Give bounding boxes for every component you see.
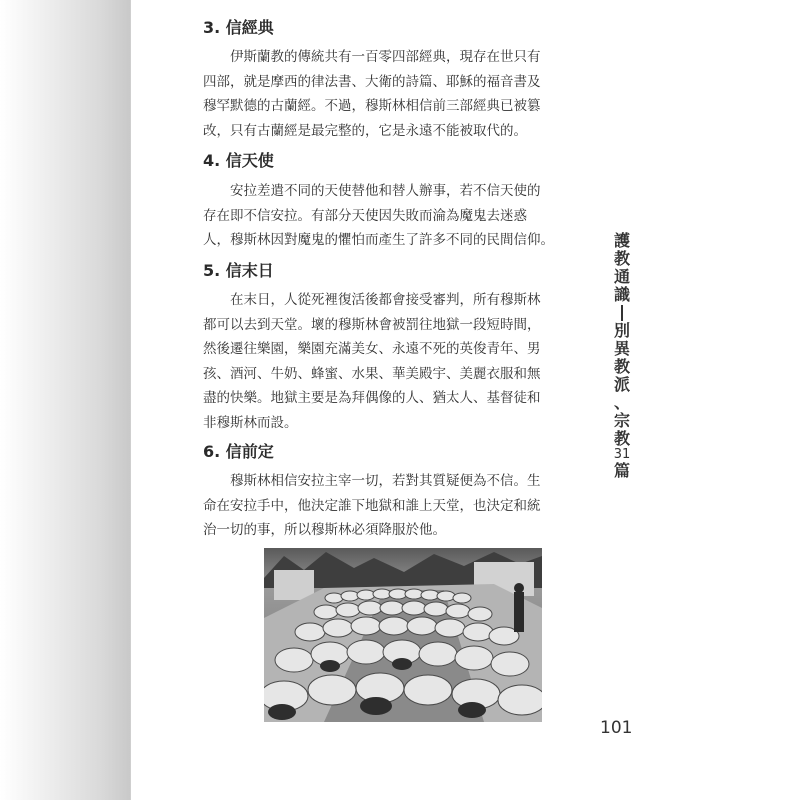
body-line: 人，穆斯林因對魔鬼的懼怕而產生了許多不同的民間信仰。 (203, 232, 554, 248)
body-line: 伊斯蘭教的傳統共有一百零四部經典，現存在世只有 (230, 49, 541, 65)
side-title-number: 31 (613, 447, 631, 462)
section-heading-5: 5. 信末日 (203, 261, 274, 280)
body-line: 穆罕默德的古蘭經。不過，穆斯林相信前三部經典已被篡 (203, 98, 541, 114)
side-title-char: 派 (613, 375, 630, 394)
side-title-comma: 、 (613, 393, 630, 412)
section-heading-3: 3. 信經典 (203, 18, 274, 37)
body-line: 盡的快樂。地獄主要是為拜偶像的人、猶太人、基督徒和 (203, 390, 541, 406)
body-line: 非穆斯林而設。 (203, 414, 298, 431)
body-line: 在末日，人從死裡復活後都會接受審判，所有穆斯林 (230, 292, 541, 308)
book-gutter-shadow (0, 0, 130, 800)
section-heading-4: 4. 信天使 (203, 151, 274, 170)
side-title-char: 教 (613, 429, 630, 448)
side-title-dash (621, 305, 623, 321)
page-number: 101 (600, 718, 633, 738)
section-heading-6: 6. 信前定 (203, 442, 274, 461)
section-body-5 (203, 288, 581, 435)
side-book-title (611, 232, 633, 480)
section-body-4 (203, 179, 581, 253)
side-title-char: 別 (613, 321, 630, 340)
body-line: 穆斯林相信安拉主宰一切，若對其質疑便為不信。生 (230, 473, 541, 489)
body-line: 都可以去到天堂。壞的穆斯林會被罰往地獄一段短時間， (203, 316, 541, 333)
body-line: 命在安拉手中，他決定誰下地獄和誰上天堂，也決定和統 (203, 497, 541, 514)
side-title-char: 篇 (613, 461, 630, 480)
body-line: 四部，就是摩西的律法書、大衛的詩篇、耶穌的福音書及 (203, 73, 541, 90)
side-title-char: 宗 (613, 411, 630, 430)
prayer-photo (264, 548, 542, 722)
section-body-6 (203, 469, 581, 543)
side-title-char: 識 (613, 285, 630, 304)
body-line: 存在即不信安拉。有部分天使因失敗而淪為魔鬼去迷惑 (203, 207, 527, 224)
side-title-char: 教 (613, 249, 630, 268)
body-line: 改，只有古蘭經是最完整的，它是永遠不能被取代的。 (203, 122, 527, 139)
body-line: 然後遷往樂園，樂園充滿美女、永遠不死的英俊青年、男 (203, 341, 541, 357)
side-title-char: 教 (613, 357, 630, 376)
side-title-char: 異 (613, 339, 630, 358)
side-title-char: 護 (613, 231, 630, 250)
side-title-char: 通 (613, 267, 630, 286)
body-line: 治一切的事，所以穆斯林必須降服於他。 (203, 522, 446, 538)
section-body-3 (203, 45, 581, 143)
body-line: 孩、酒河、牛奶、蜂蜜、水果、華美殿宇、美麗衣服和無 (203, 365, 541, 382)
body-line: 安拉差遣不同的天使替他和替人辦事，若不信天使的 (230, 183, 541, 199)
prayer-photo-graphic (264, 548, 542, 722)
